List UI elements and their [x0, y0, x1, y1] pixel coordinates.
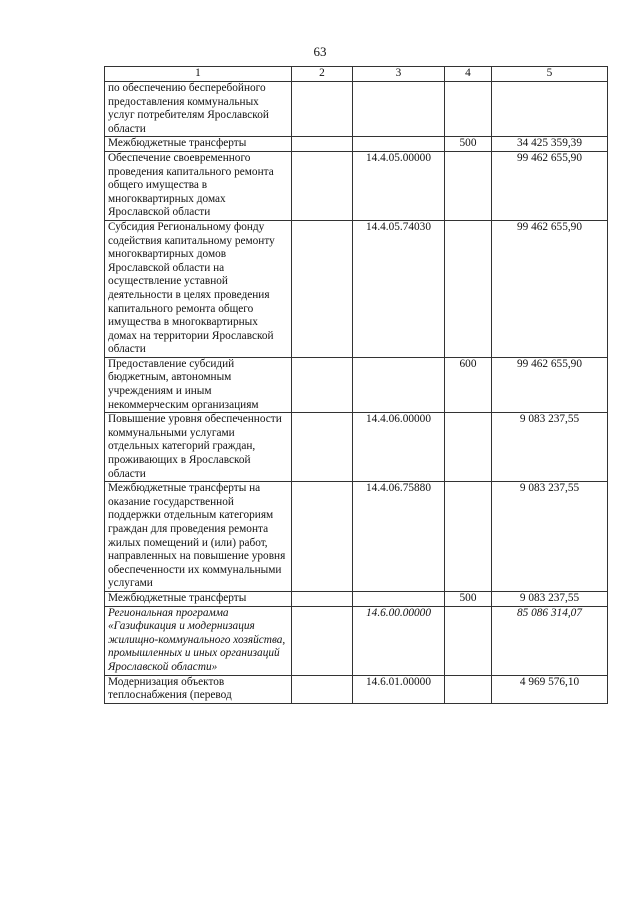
- row-name: Субсидия Региональному фонду содействия капитальному ремонту многоквартирных домов Ярославской области на осуществление уставной деятельности в целях проведения капитального ремонта общего имущества в многоквартирных домах на территории Ярославской области: [105, 220, 292, 357]
- row-name: Межбюджетные трансферты на оказание государственной поддержки отдельным категориям граждан для проведения ремонта жилых помещений и (или) работ, направленных на повышение уровня обеспеченности их коммунальными услугами: [105, 482, 292, 592]
- table-row: [105, 220, 608, 357]
- row-col2: [292, 606, 353, 675]
- table-row: [105, 357, 608, 412]
- column-header: 5: [492, 67, 608, 82]
- row-code: 14.4.05.00000: [353, 151, 445, 220]
- row-col2: [292, 137, 353, 152]
- row-name: Обеспечение своевременного проведения капитального ремонта общего имущества в многоквартирных домах Ярославской области: [105, 151, 292, 220]
- column-header: 3: [353, 67, 445, 82]
- row-name: по обеспечению бесперебойного предоставления коммунальных услуг потребителям Ярославской области: [105, 82, 292, 137]
- row-col2: [292, 413, 353, 482]
- row-code: [353, 82, 445, 137]
- row-code: 14.4.06.00000: [353, 413, 445, 482]
- row-code: 14.6.00.00000: [353, 606, 445, 675]
- row-type: [445, 413, 492, 482]
- column-header: 2: [292, 67, 353, 82]
- row-name: Межбюджетные трансферты: [105, 137, 292, 152]
- budget-table: [104, 66, 608, 704]
- row-type: 500: [445, 137, 492, 152]
- row-type: [445, 675, 492, 703]
- table-row: [105, 606, 608, 675]
- row-amount: 9 083 237,55: [492, 482, 608, 592]
- row-col2: [292, 357, 353, 412]
- row-type: [445, 606, 492, 675]
- table-row: [105, 82, 608, 137]
- row-type: 500: [445, 591, 492, 606]
- row-amount: 99 462 655,90: [492, 357, 608, 412]
- header-row: [105, 67, 608, 82]
- row-amount: 34 425 359,39: [492, 137, 608, 152]
- table-row: [105, 413, 608, 482]
- row-col2: [292, 482, 353, 592]
- row-col2: [292, 151, 353, 220]
- row-amount: 85 086 314,07: [492, 606, 608, 675]
- row-code: 14.4.06.75880: [353, 482, 445, 592]
- row-type: [445, 482, 492, 592]
- row-col2: [292, 82, 353, 137]
- row-name: Повышение уровня обеспеченности коммунальными услугами отдельных категорий граждан, проживающих в Ярославской области: [105, 413, 292, 482]
- row-code: 14.6.01.00000: [353, 675, 445, 703]
- column-header: 4: [445, 67, 492, 82]
- row-code: [353, 137, 445, 152]
- row-type: [445, 220, 492, 357]
- row-col2: [292, 220, 353, 357]
- row-code: [353, 357, 445, 412]
- row-amount: 99 462 655,90: [492, 220, 608, 357]
- row-type: [445, 82, 492, 137]
- row-amount: 99 462 655,90: [492, 151, 608, 220]
- table-row: [105, 591, 608, 606]
- row-amount: [492, 82, 608, 137]
- column-header: 1: [105, 67, 292, 82]
- row-name: Предоставление субсидий бюджетным, автономным учреждениям и иным некоммерческим организациям: [105, 357, 292, 412]
- table-row: [105, 151, 608, 220]
- row-code: [353, 591, 445, 606]
- row-name: Региональная программа «Газификация и модернизация жилищно-коммунального хозяйства, промышленных и иных организаций Ярославской области»: [105, 606, 292, 675]
- row-col2: [292, 591, 353, 606]
- row-type: [445, 151, 492, 220]
- row-type: 600: [445, 357, 492, 412]
- page-number: 63: [313, 44, 327, 59]
- table-row: [105, 482, 608, 592]
- table-row: [105, 675, 608, 703]
- row-name: Модернизация объектов теплоснабжения (перевод: [105, 675, 292, 703]
- row-code: 14.4.05.74030: [353, 220, 445, 357]
- row-amount: 9 083 237,55: [492, 413, 608, 482]
- row-amount: 4 969 576,10: [492, 675, 608, 703]
- row-name: Межбюджетные трансферты: [105, 591, 292, 606]
- row-amount: 9 083 237,55: [492, 591, 608, 606]
- row-col2: [292, 675, 353, 703]
- table-row: [105, 137, 608, 152]
